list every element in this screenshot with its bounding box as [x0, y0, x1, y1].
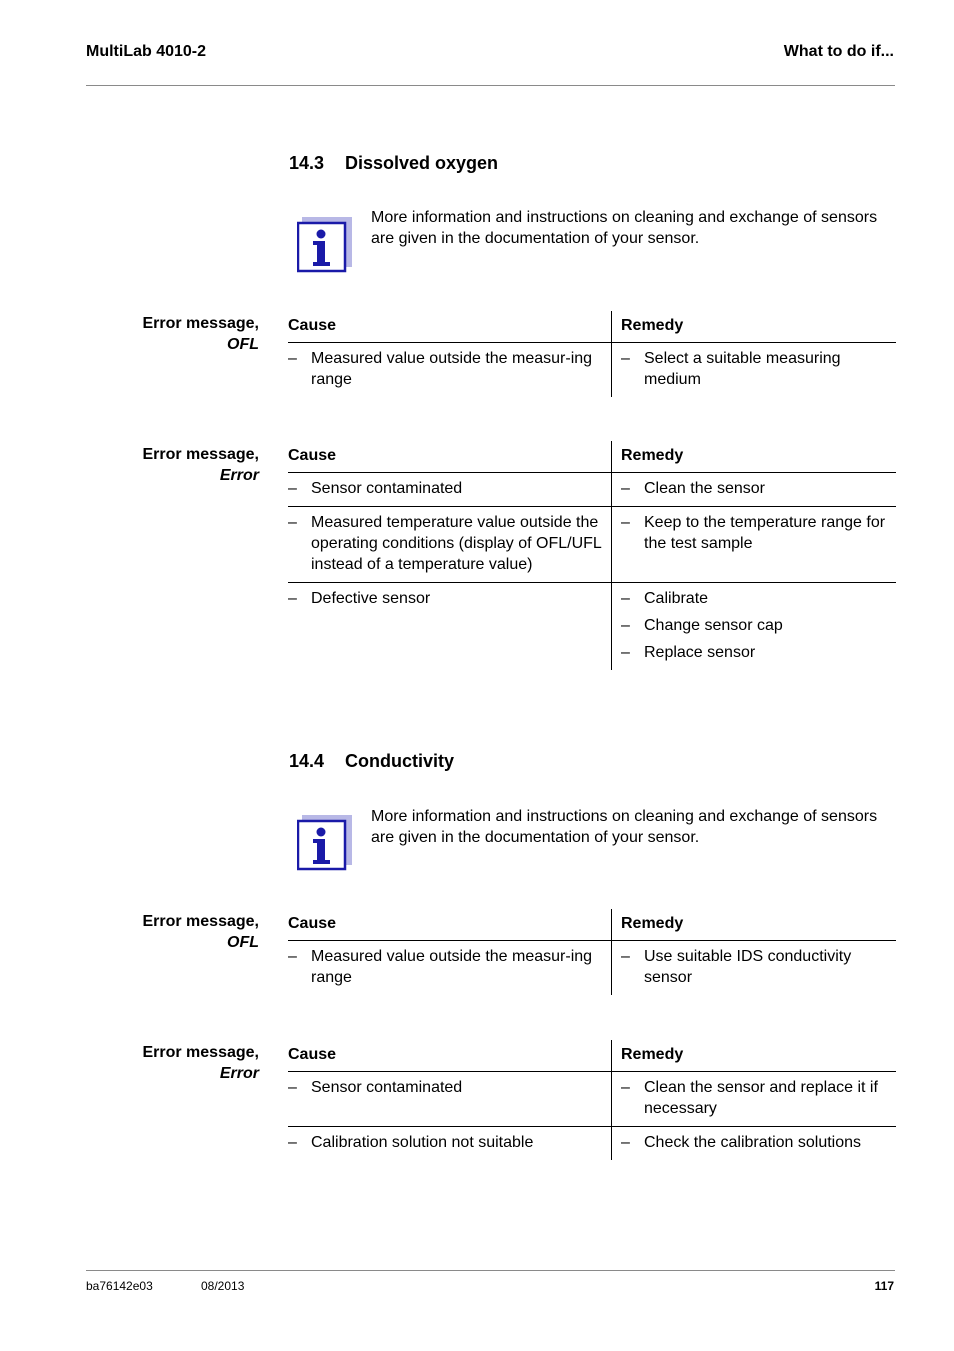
section-number: 14.3	[289, 153, 325, 173]
table-row	[288, 507, 896, 583]
dash-bullet: –	[288, 590, 297, 607]
dash-bullet: –	[621, 948, 630, 965]
table-row	[288, 1072, 896, 1127]
footer-date: 08/2013	[201, 1279, 245, 1293]
cause-text: Sensor contaminated	[311, 1079, 463, 1096]
header-rule	[86, 85, 895, 86]
cause-text: Measured temperature value outside the operating conditions (display of OFL/UFL instead of a temperature value)	[311, 514, 602, 573]
dash-bullet: –	[621, 514, 630, 531]
dash-bullet: –	[621, 617, 630, 634]
error-label-text: Error message,	[142, 446, 259, 463]
cause-header: Cause	[288, 441, 612, 473]
dash-bullet: –	[621, 644, 630, 661]
dash-bullet: –	[288, 480, 297, 497]
dash-bullet: –	[621, 480, 630, 497]
dash-bullet: –	[621, 1079, 630, 1096]
info-icon	[297, 815, 353, 871]
dash-bullet: –	[621, 1134, 630, 1151]
error-table-do-error	[288, 441, 896, 670]
dash-bullet: –	[288, 948, 297, 965]
table-row	[288, 1127, 896, 1161]
error-table-do-ofl	[288, 311, 896, 397]
table-row	[288, 583, 896, 671]
section-title-conductivity	[289, 751, 454, 772]
error-label-ofl	[86, 313, 259, 355]
info-note: More information and instructions on cleaning and exchange of sensors are given in the documentation of your sensor.	[371, 209, 878, 247]
running-header-title: MultiLab 4010-2	[86, 43, 207, 60]
cause-text: Defective sensor	[311, 590, 431, 607]
remedy-text: Change sensor cap	[644, 617, 783, 634]
table-row	[288, 941, 896, 996]
remedy-text: Clean the sensor	[644, 480, 765, 497]
dash-bullet: –	[288, 1079, 297, 1096]
error-label-text: Error message,	[142, 315, 259, 332]
error-table-cond-error	[288, 1040, 896, 1160]
remedy-header: Remedy	[612, 311, 897, 343]
remedy-text: Use suitable IDS conductivity sensor	[644, 948, 852, 986]
cause-header: Cause	[288, 909, 612, 941]
section-heading: Conductivity	[345, 751, 455, 771]
error-label-text: Error message,	[142, 913, 259, 930]
error-message-code: Error	[219, 467, 259, 484]
cause-header: Cause	[288, 311, 612, 343]
section-title-dissolved-oxygen	[289, 153, 498, 174]
remedy-text: Keep to the temperature range for the test sample	[644, 514, 886, 552]
table-row	[288, 343, 896, 398]
error-label-text: Error message,	[142, 1044, 259, 1061]
error-message-code: OFL	[227, 934, 259, 951]
remedy-header: Remedy	[612, 909, 897, 941]
info-icon	[297, 217, 353, 273]
cause-text: Sensor contaminated	[311, 480, 463, 497]
page-number: 117	[874, 1279, 894, 1293]
remedy-text: Clean the sensor and replace it if necessary	[644, 1079, 878, 1117]
cause-text: Calibration solution not suitable	[311, 1134, 534, 1151]
remedy-text: Replace sensor	[644, 644, 756, 661]
remedy-header: Remedy	[612, 441, 897, 473]
running-header-chapter: What to do if...	[783, 43, 894, 60]
info-note: More information and instructions on cleaning and exchange of sensors are given in the documentation of your sensor.	[371, 808, 878, 846]
dash-bullet: –	[288, 514, 297, 531]
dash-bullet: –	[621, 590, 630, 607]
error-message-code: OFL	[227, 336, 259, 353]
error-label-error	[86, 444, 259, 486]
remedy-text: Check the calibration solutions	[644, 1134, 862, 1151]
error-label-ofl	[86, 911, 259, 953]
dash-bullet: –	[621, 350, 630, 367]
footer-rule	[86, 1270, 895, 1271]
cause-text: Measured value outside the measur-ing range	[311, 948, 593, 986]
cause-header: Cause	[288, 1040, 612, 1072]
remedy-text: Select a suitable measuring medium	[644, 350, 841, 388]
dash-bullet: –	[288, 350, 297, 367]
cause-text: Measured value outside the measur-ing range	[311, 350, 593, 388]
error-label-error	[86, 1042, 259, 1084]
table-row	[288, 473, 896, 507]
error-message-code: Error	[219, 1065, 259, 1082]
remedy-header: Remedy	[612, 1040, 897, 1072]
footer-doc-id: ba76142e03	[86, 1279, 153, 1293]
remedy-text: Calibrate	[644, 590, 709, 607]
error-table-cond-ofl	[288, 909, 896, 995]
section-number: 14.4	[289, 751, 325, 771]
section-heading: Dissolved oxygen	[345, 153, 499, 173]
dash-bullet: –	[288, 1134, 297, 1151]
